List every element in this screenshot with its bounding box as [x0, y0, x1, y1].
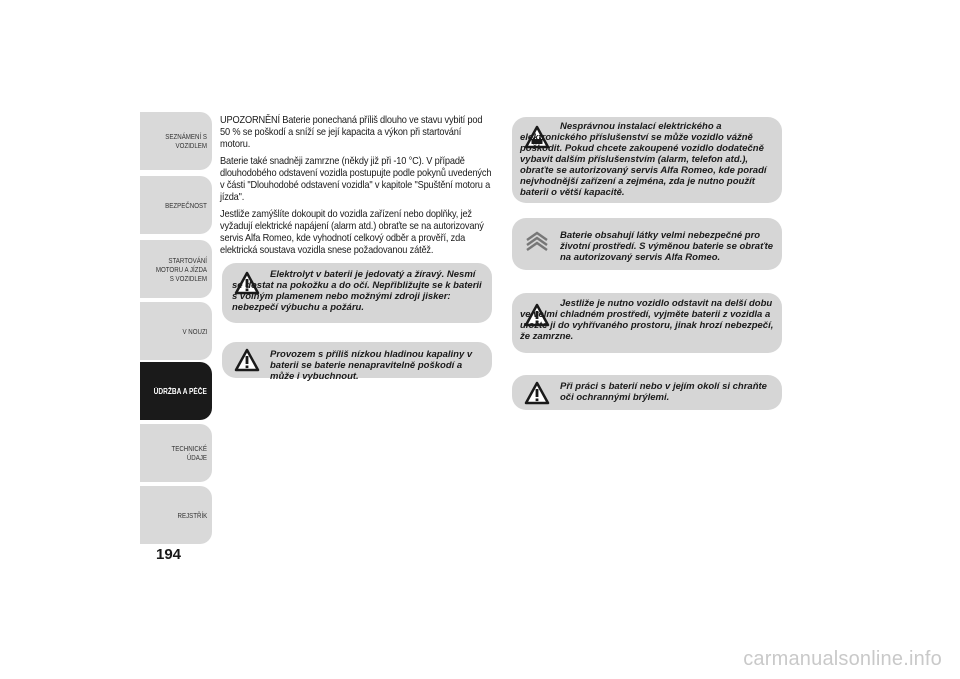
warning-box — [222, 342, 492, 382]
page-number: 194 — [156, 546, 182, 563]
left-column — [220, 114, 500, 261]
tab-label: ÚDRŽBA A PÉČE — [153, 386, 207, 396]
tab-label: TECHNICKÉ ÚDAJE — [171, 444, 207, 462]
paragraph: Baterie také snadněji zamrzne (někdy již při -10 °C). V případě dlouhodobého odstavení vozidla postupujte podle pokynů uvedených v části "Dlouhodobé odstavení vozidla" v kapitole "Spuštění motoru a jízda". — [220, 155, 492, 203]
tab-label: SEZNÁMENÍ S VOZIDLEM — [165, 132, 207, 150]
warning-text: Jestliže je nutno vozidlo odstavit na delší dobu ve velmi chladném prostředí, vyjměte baterii z vozidla a uložte ji do vyhřívaného prostoru, jinak hrozí nebezpečí, že zamrzne. — [520, 298, 774, 342]
warning-box — [512, 117, 782, 203]
tab-label: BEZPEČNOST — [165, 200, 207, 210]
tab-technicke-udaje[interactable] — [140, 424, 212, 482]
tab-label: STARTOVÁNÍ MOTORU A JÍZDA S VOZIDLEM — [155, 255, 207, 283]
tab-bezpecnost[interactable] — [140, 176, 212, 234]
paragraph: Jestliže zamýšlíte dokoupit do vozidla zařízení nebo doplňky, jež vyžadují elektrické napájení (alarm atd.) obraťte se na autorizovaný servis Alfa Romeo, kde vyhodnotí celkový odběr a prověří, zda elektrická soustava vozidla snese požadovanou zátěž. — [220, 208, 484, 256]
warning-box — [512, 375, 782, 410]
tab-v-nouzi[interactable] — [140, 302, 212, 360]
warning-text: Nesprávnou instalací elektrického a elektronického příslušenství se může vozidlo vážně poškodit. Pokud chcete zakoupené vozidlo dodatečně vybavit dalším příslušenstvím (alarm, telefon atd.), obraťte se autorizovaný servis Alfa Romeo, kde poradí nejvhodnější zařízení a zejména, zda je nutno použít baterii o větší kapacitě. — [520, 121, 767, 198]
warning-box — [222, 263, 492, 323]
tab-udrzba[interactable] — [140, 362, 212, 420]
tab-rejstrik[interactable] — [140, 486, 212, 544]
watermark: carmanualsonline.info — [743, 648, 942, 670]
warning-text: Při práci s baterií nebo v jejím okolí si chraňte oči ochrannými brýlemi. — [560, 381, 767, 403]
warning-triangle-icon — [524, 381, 550, 405]
tab-label: V NOUZI — [182, 326, 207, 336]
warning-box — [512, 218, 782, 270]
tab-label: REJSTŘÍK — [177, 510, 207, 520]
warning-text: Provozem s příliš nízkou hladinou kapaliny v baterii se baterie nenapravitelně poškodí a může i vybuchnout. — [270, 349, 473, 382]
warning-box — [512, 293, 782, 353]
tab-startovani[interactable] — [140, 240, 212, 298]
warning-text: Baterie obsahují látky velmi nebezpečné pro životní prostředí. S výměnou baterie se obraťte na autorizovaný servis Alfa Romeo. — [560, 230, 774, 263]
paragraph: UPOZORNĚNÍ Baterie ponechaná příliš dlouho ve stavu vybití pod 50 % se poškodí a sníží se její kapacita a výkon při startování motoru. — [220, 114, 483, 150]
warning-triangle-icon — [234, 348, 260, 372]
recycle-arrows-icon — [524, 230, 550, 254]
warning-text: Elektrolyt v baterii je jedovatý a žíravý. Nesmí se dostat na pokožku a do očí. Nepřibližujte se k baterii s volným plamenem nebo možnými zdroji jisker: nebezpečí výbuchu a požáru. — [232, 269, 482, 313]
tab-seznameni[interactable] — [140, 112, 212, 170]
